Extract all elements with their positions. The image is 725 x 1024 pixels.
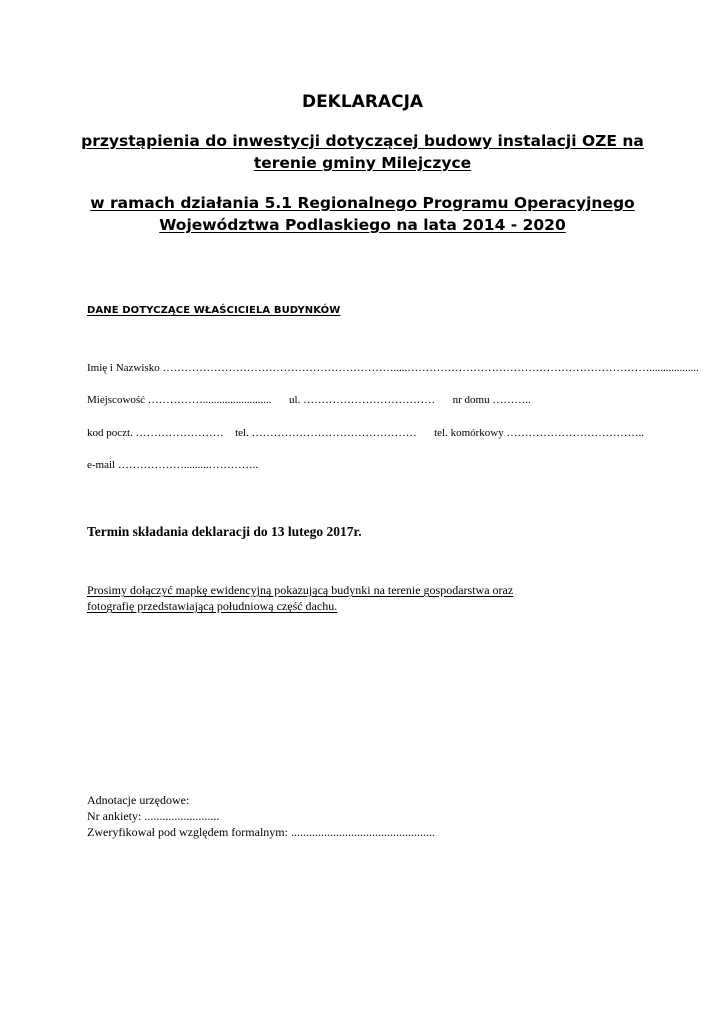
owner-section-heading: DANE DOTYCZĄCE WŁAŚCICIELA BUDYNKÓW (87, 305, 341, 316)
subtitle-line-1: przystąpienia do inwestycji dotyczącej budowy instalacji OZE na (81, 132, 644, 150)
verified-by-field[interactable]: ................................................ (290, 825, 435, 839)
verified-by-label: Zweryfikował pod względem formalnym: (87, 825, 288, 839)
verified-by-row (87, 824, 435, 840)
attachment-request-line-1: Prosimy dołączyć mapkę ewidencyjną pokazującą budynki na terenie gospodarstwa oraz (87, 583, 514, 597)
postal-code-field[interactable]: …………………… (135, 427, 224, 439)
email-field-row (87, 459, 258, 471)
street-field[interactable]: ……………………………… (303, 394, 436, 406)
program-line-1: w ramach działania 5.1 Regionalnego Programu Operacyjnego (90, 194, 635, 212)
declaration-subtitle (60, 130, 665, 174)
mobile-phone-label: tel. komórkowy (434, 427, 504, 439)
official-annotations-heading: Adnotacje urzędowe: (87, 793, 190, 807)
name-field-row (87, 362, 699, 374)
city-field[interactable]: ……………......................... (147, 394, 272, 406)
attachment-request (87, 582, 607, 614)
survey-number-field[interactable]: ......................... (144, 809, 220, 823)
house-number-label: nr domu (452, 394, 490, 406)
document-title: DEKLARACJA (301, 92, 424, 112)
city-label: Miejscowość (87, 394, 146, 406)
subtitle-line-2: terenie gminy Milejczyce (253, 154, 472, 172)
program-line-2: Województwa Podlaskiego na lata 2014 - 2020 (159, 216, 566, 234)
postal-code-label: kod poczt. (87, 427, 133, 439)
mobile-phone-field[interactable]: ……………………………….. (506, 427, 644, 439)
address-field-row (87, 394, 531, 406)
name-field[interactable]: ……………………………………………………….....………………………………………………………….................. (162, 362, 699, 374)
street-label: ul. (289, 394, 301, 406)
survey-number-row (87, 808, 435, 824)
program-subtitle (60, 192, 665, 236)
attachment-request-line-2: fotografię przedstawiającą południową część dachu. (87, 599, 338, 613)
name-label: Imię i Nazwisko (87, 362, 160, 374)
contact-field-row (87, 427, 644, 439)
email-label: e-mail (87, 459, 116, 471)
email-field[interactable]: ……………….........………….. (117, 459, 259, 471)
survey-number-label: Nr ankiety: (87, 809, 142, 823)
phone-label: tel. (235, 427, 249, 439)
official-annotations (87, 792, 435, 840)
deadline-notice: Termin składania deklaracji do 13 lutego 2017r. (87, 524, 362, 539)
house-number-field[interactable]: ……….. (492, 394, 531, 406)
phone-field[interactable]: ……………………………………… (251, 427, 417, 439)
